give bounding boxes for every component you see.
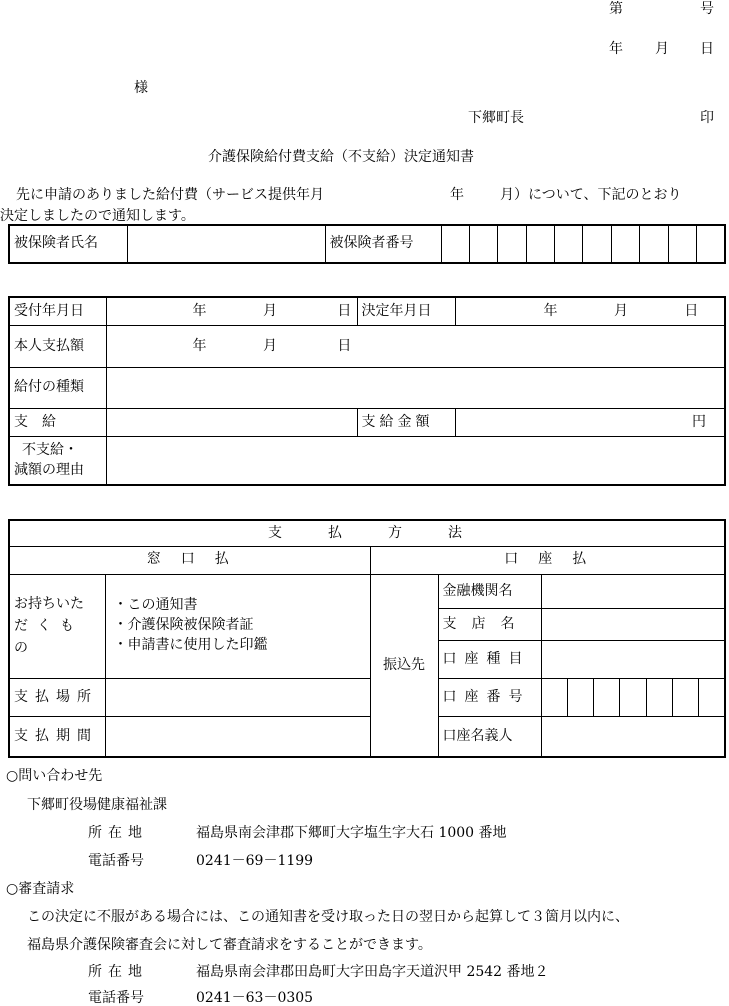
payment-period-label: 支払期間 [9, 717, 105, 757]
decided-nen: 年 [543, 302, 558, 319]
seal-mark: 印 [700, 110, 714, 126]
reason-field[interactable] [106, 436, 725, 485]
account-type-label: 口座種目 [438, 640, 541, 678]
bring-items-label [9, 574, 105, 678]
insured-number-digit[interactable] [611, 225, 639, 263]
inquiry-tel-label: 電話番号 [88, 853, 144, 869]
insured-number-digit[interactable] [469, 225, 497, 263]
received-nen: 年 [192, 302, 207, 319]
appeal-tel: 0241－63－0305 [196, 990, 314, 1006]
inquiry-address: 福島県南会津郡下郷町大字塩生字大石 1000 番地 [196, 825, 507, 841]
insured-number-label: 被保険者番号 [325, 225, 441, 263]
bring-label-line2: だくもの [14, 618, 83, 657]
payment-table [8, 519, 726, 758]
date-hi: 日 [700, 41, 714, 57]
number-go: 号 [700, 1, 714, 17]
paid-hi: 日 [337, 337, 352, 354]
decided-date-label: 決定年月日 [357, 297, 455, 325]
paid-amount-field[interactable] [106, 325, 725, 367]
insured-number-digit[interactable] [697, 225, 725, 263]
intro-text-1: 先に申請のありました給付費（サービス提供年月 [16, 187, 324, 203]
shikyu-field[interactable] [106, 408, 357, 436]
account-number-digit[interactable] [699, 679, 725, 717]
page-title: 介護保険給付費支給（不支給）決定通知書 [208, 149, 474, 165]
bring-item: ・申請書に使用した印鑑 [113, 636, 268, 653]
benefit-type-label: 給付の種類 [9, 368, 106, 408]
shikyu-label: 支 給 [9, 408, 106, 436]
mayor-title: 下郷町長 [468, 110, 524, 126]
recipient-sama: 様 [134, 80, 148, 96]
insured-number-digit[interactable] [498, 225, 526, 263]
bank-name-label: 金融機関名 [438, 574, 541, 608]
payment-amount-field[interactable] [455, 408, 725, 436]
insured-number-digit[interactable] [583, 225, 611, 263]
decided-hi: 日 [684, 302, 699, 319]
reason-label-line2: 減額の理由 [14, 462, 84, 479]
account-number-digit[interactable] [541, 679, 567, 717]
payment-amount-label: 支給金額 [357, 408, 455, 436]
bring-item: ・この通知書 [113, 596, 198, 613]
appeal-heading: ○審査請求 [6, 881, 75, 897]
payment-place-label: 支払場所 [9, 679, 105, 717]
inquiry-office: 下郷町役場健康福祉課 [27, 797, 167, 813]
account-holder-label: 口座名義人 [438, 717, 541, 757]
window-payment-header: 窓口払 [9, 546, 370, 574]
inquiry-tel: 0241－69－1199 [196, 853, 314, 869]
benefit-type-field[interactable] [106, 368, 725, 408]
bring-label-line1: お持ちいた [14, 596, 84, 613]
account-number-digit[interactable] [620, 679, 646, 717]
decision-table [8, 296, 726, 486]
insured-name-field[interactable] [127, 225, 325, 263]
paid-amount-label: 本人支払額 [9, 325, 106, 367]
insured-name-label: 被保険者氏名 [9, 225, 127, 263]
insured-number-digit[interactable] [668, 225, 696, 263]
appeal-address-label: 所在地 [88, 964, 148, 980]
date-nen: 年 [609, 41, 623, 57]
account-payment-header: 口座払 [370, 546, 725, 574]
received-tsuki: 月 [262, 302, 277, 319]
insured-number-digit[interactable] [441, 225, 469, 263]
paid-tsuki: 月 [262, 337, 277, 354]
intro-text-3: 決定しましたので通知します。 [0, 208, 195, 224]
received-hi: 日 [337, 302, 352, 319]
inquiry-address-label: 所在地 [88, 825, 148, 841]
payment-method-header: 支払方法 [9, 520, 725, 546]
paid-nen: 年 [192, 337, 207, 354]
decided-tsuki: 月 [613, 302, 628, 319]
branch-field[interactable] [541, 608, 725, 640]
furikomi-label: 振込先 [370, 574, 438, 757]
account-number-digit[interactable] [672, 679, 698, 717]
reason-label [9, 436, 106, 485]
appeal-address: 福島県南会津郡田島町大字田島字天道沢甲 2542 番地２ [196, 964, 549, 980]
payment-period-field[interactable] [105, 717, 370, 757]
reason-label-line1: 不支給・ [22, 442, 78, 459]
received-date-field[interactable] [106, 297, 357, 325]
appeal-text-2: 福島県介護保険審査会に対して審査請求をすることができます。 [27, 937, 432, 953]
intro-year: 年 [450, 187, 464, 203]
yen-unit: 円 [692, 413, 706, 430]
account-type-field[interactable] [541, 640, 725, 678]
insured-number-digit[interactable] [555, 225, 583, 263]
inquiry-heading: ○問い合わせ先 [6, 768, 103, 784]
account-number-digit[interactable] [567, 679, 593, 717]
account-number-digit[interactable] [646, 679, 672, 717]
account-holder-field[interactable] [541, 717, 725, 757]
appeal-text-1: この決定に不服がある場合には、この通知書を受け取った日の翌日から起算して３箇月以内に、 [27, 909, 629, 925]
bank-name-field[interactable] [541, 574, 725, 608]
bring-item: ・介護保険被保険者証 [113, 616, 254, 633]
bring-items-list [105, 574, 370, 678]
intro-text-2: 月）について、下記のとおり [500, 187, 682, 203]
account-number-label: 口座番号 [438, 679, 541, 717]
insured-number-digit[interactable] [640, 225, 668, 263]
appeal-tel-label: 電話番号 [88, 990, 144, 1006]
insured-table [8, 224, 726, 264]
account-number-digit[interactable] [594, 679, 620, 717]
insured-number-digit[interactable] [526, 225, 554, 263]
branch-label: 支店名 [438, 608, 541, 640]
received-date-label: 受付年月日 [9, 297, 106, 325]
decided-date-field[interactable] [455, 297, 725, 325]
payment-place-field[interactable] [105, 679, 370, 717]
number-dai: 第 [609, 1, 623, 17]
date-tsuki: 月 [655, 41, 669, 57]
